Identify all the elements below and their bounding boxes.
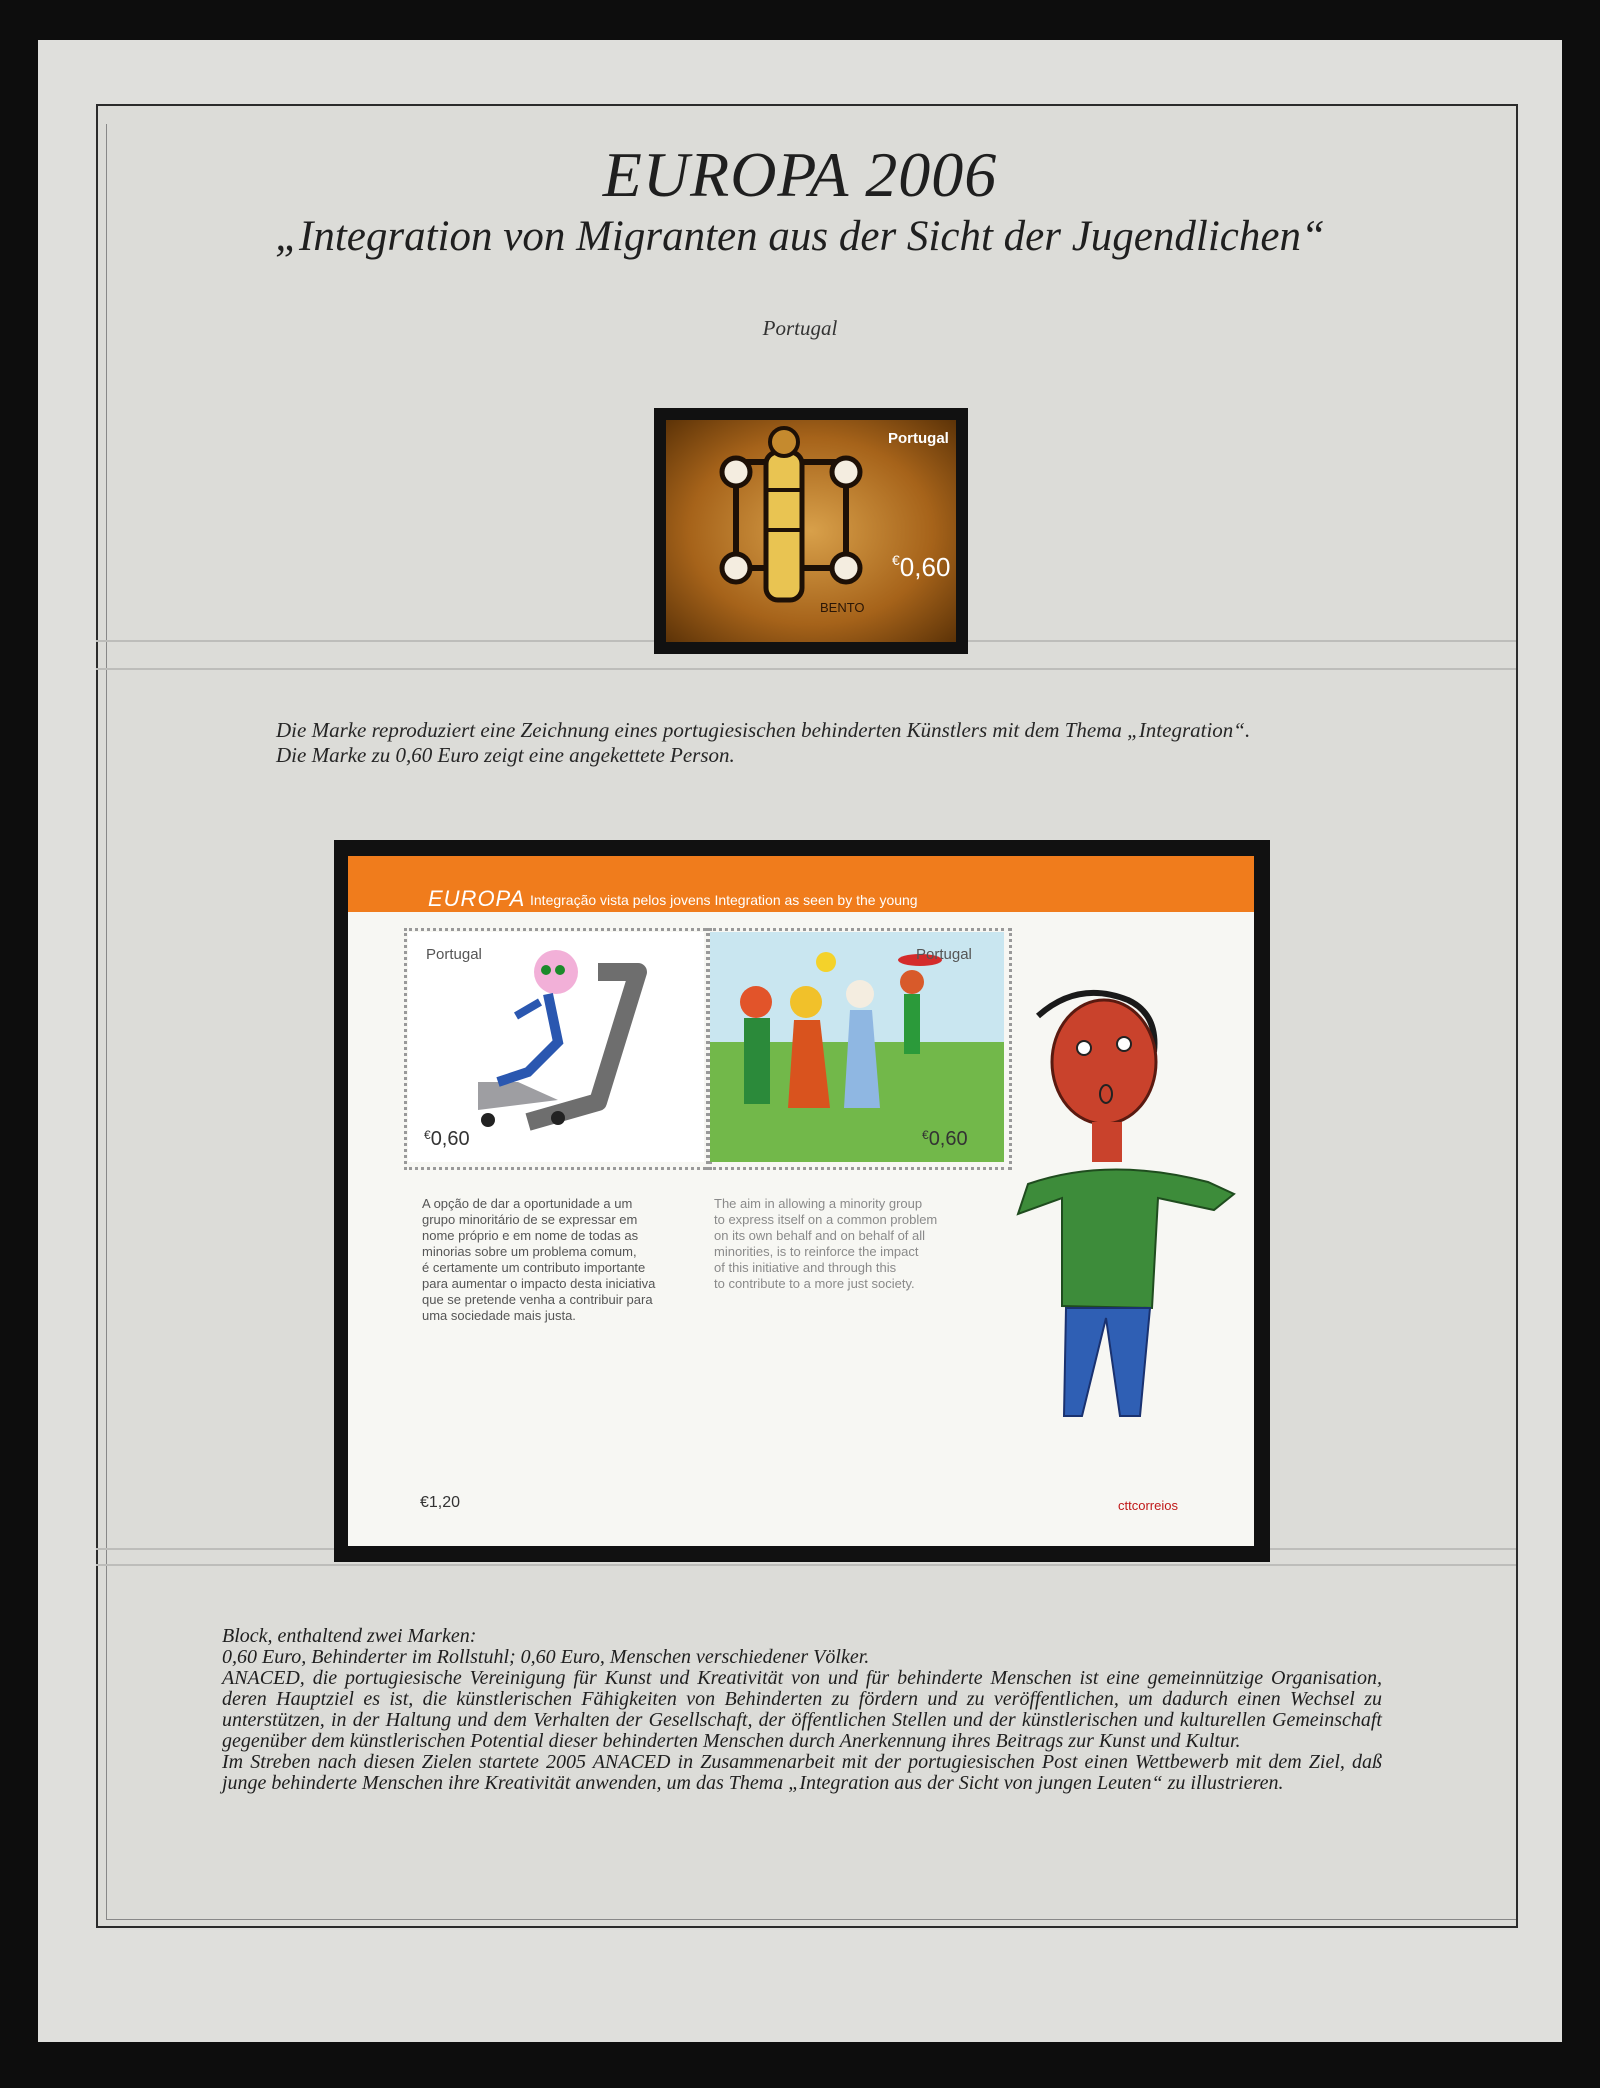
europa-logo: EUROPA (428, 886, 526, 911)
souvenir-sheet-heading (530, 892, 918, 908)
text-line: para aumentar o impacto desta iniciativa (422, 1276, 656, 1291)
block-stamp-left (408, 932, 704, 1162)
block-stamp-right (710, 932, 1004, 1162)
stamp-signature: BENTO (820, 600, 865, 615)
text-line: of this initiative and through this (714, 1260, 897, 1275)
country-label: Portugal (762, 316, 838, 340)
text-line: uma sociedade mais justa. (422, 1308, 576, 1323)
mount-strip-line (96, 668, 1516, 670)
text-line: to contribute to a more just society. (714, 1276, 915, 1291)
description-paragraph: Block, enthaltend zwei Marken: (222, 1625, 477, 1647)
ctt-correios-logo: cttcorreios (1118, 1498, 1178, 1513)
block-stamp-right-currency: € (922, 1128, 929, 1142)
boy-drawing (1008, 976, 1248, 1476)
description-paragraph: Im Streben nach diesen Zielen startete 2005 ANACED in Zusammenarbeit mit der portugiesischen Post einen Wettbewerb mit dem Ziel, daß junge behinderte Menschen ihre Kreativität anwenden, um das Thema „Integration aus der Sicht von jungen Leuten“ zu illustrieren. (222, 1751, 1382, 1794)
block-text-english (714, 1196, 984, 1292)
page-subtitle: „Integration von Migranten aus der Sicht der Jugendlichen“ (275, 213, 1325, 260)
block-stamp-right-value (922, 1128, 968, 1151)
stamp-image (666, 420, 956, 642)
block-text-portuguese (422, 1196, 692, 1324)
stamp-description-line: Die Marke reproduziert eine Zeichnung eines portugiesischen behinderten Künstlers mit dem Thema „Integration“. (276, 718, 1251, 742)
text-line: A opção de dar a oportunidade a um (422, 1196, 633, 1211)
souvenir-sheet-price: €1,20 (420, 1494, 461, 1511)
heading-portuguese: Integração vista pelos jovens (530, 892, 711, 908)
text-line: grupo minoritário de se expressar em (422, 1212, 638, 1227)
description-paragraph: ANACED, die portugiesische Vereinigung für Kunst und Kreativität von und für behinderte Menschen ist eine gemeinnützige Organisation, deren Hauptziel es ist, die künstlerischen Fähigkeiten von Behinderten zu fördern und zu veröffentlichen, um dadurch einen Wechsel zu unterstützen, in der Haltung und dem Verhalten der Gesellschaft, der öffentlichen Stellen und der künstlerischen und kulturellen Gemeinschaft gegenüber dem künstlerischen Potential dieser behinderten Menschen durch Anerkennung ihres Beitrags zur Kunst und Kultur. (222, 1667, 1382, 1752)
heading-english: Integration as seen by the young (714, 892, 918, 908)
text-line: nome próprio e em nome de todas as (422, 1228, 639, 1243)
block-stamp-left-country: Portugal (426, 946, 482, 963)
block-stamp-right-country: Portugal (916, 946, 972, 963)
stamp-currency: € (892, 552, 900, 568)
block-stamp-left-value-number: 0,60 (430, 1128, 470, 1150)
block-stamp-right-value-number: 0,60 (928, 1128, 968, 1150)
block-stamp-left-currency: € (424, 1128, 431, 1142)
block-stamp-left-value (424, 1128, 470, 1151)
stamp-country: Portugal (888, 430, 949, 447)
souvenir-sheet-description (222, 1626, 1382, 1794)
text-line: The aim in allowing a minority group (714, 1196, 923, 1211)
mount-strip-line (96, 1564, 1516, 1566)
page-title: EUROPA 2006 (602, 139, 998, 210)
stamp-value (892, 552, 950, 583)
text-line: to express itself on a common problem (714, 1212, 938, 1227)
text-line: minorities, is to reinforce the impact (714, 1244, 919, 1259)
stamp-value-number: 0,60 (899, 552, 951, 582)
text-line: minorias sobre um problema comum, (422, 1244, 637, 1259)
stamp-description (276, 718, 1376, 768)
souvenir-sheet (348, 856, 1254, 1546)
text-line: é certamente um contributo importante (422, 1260, 646, 1275)
stamp-description-line: Die Marke zu 0,60 Euro zeigt eine angekettete Person. (276, 743, 735, 767)
text-line: on its own behalf and on behalf of all (714, 1228, 926, 1243)
description-paragraph: 0,60 Euro, Behinderter im Rollstuhl; 0,60 Euro, Menschen verschiedener Völker. (222, 1646, 870, 1668)
text-line: que se pretende venha a contribuir para (422, 1292, 653, 1307)
